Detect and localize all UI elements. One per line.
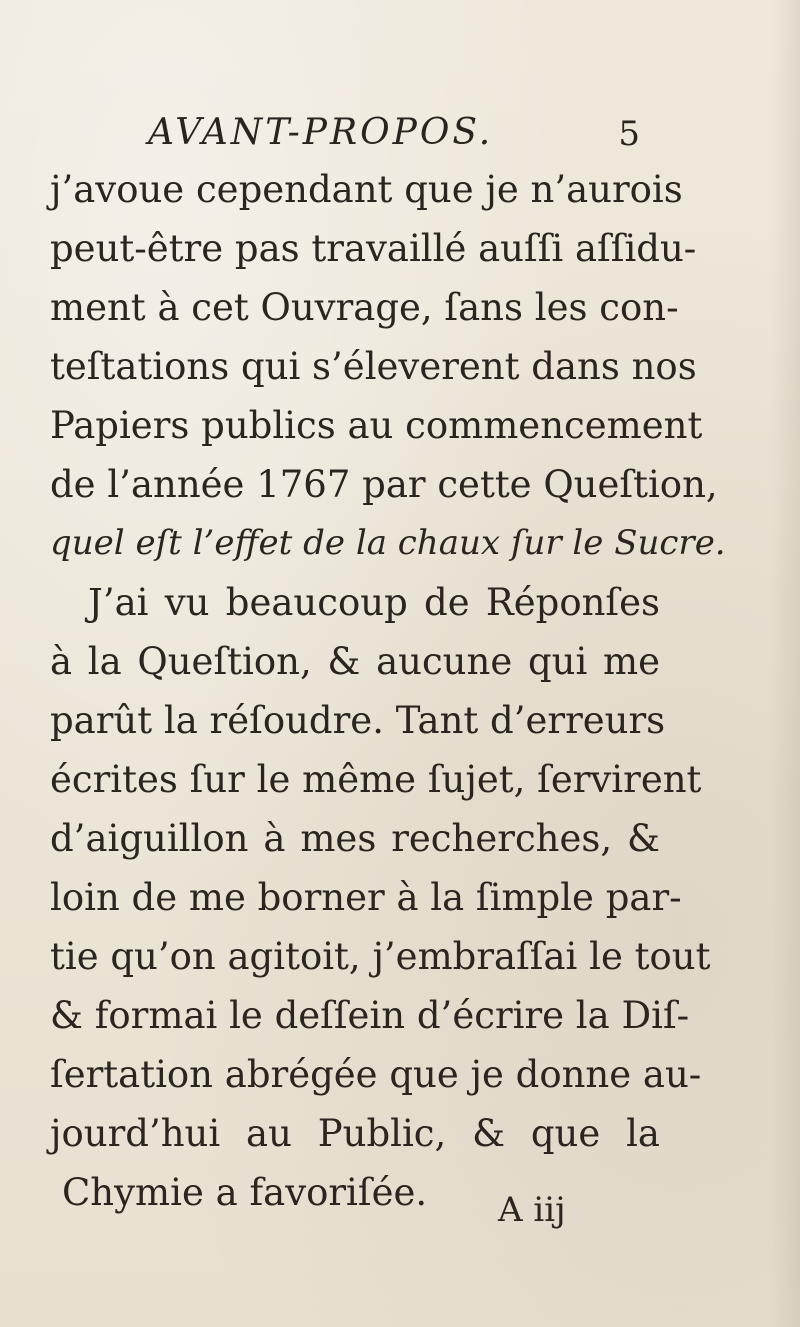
- paragraph-start-line: J’ai vu beaucoup de Réponſes: [88, 581, 660, 624]
- text-line: de l’année 1767 par cette Queſtion,: [50, 463, 718, 506]
- page-number: 5: [618, 114, 640, 154]
- paragraph-end-line: Chymie a favoriſée.: [62, 1171, 428, 1214]
- text-line: parût la réſoudre. Tant d’erreurs: [50, 699, 666, 742]
- text-line: ſertation abrégée que je donne au-: [50, 1053, 702, 1096]
- text-line: ment à cet Ouvrage, ſans les con-: [50, 286, 679, 329]
- text-line: jourd’hui au Public, & que la: [50, 1112, 660, 1155]
- text-line: écrites ſur le même ſujet, ſervirent: [50, 758, 702, 801]
- text-line: peut-être pas travaillé auſſi aſſidu-: [50, 227, 697, 270]
- text-line: & formai le deſſein d’écrire la Diſ-: [50, 994, 690, 1037]
- text-line: j’avoue cependant que je n’aurois: [50, 168, 683, 211]
- text-line: Papiers publics au commencement: [50, 404, 703, 447]
- running-head: [148, 112, 668, 162]
- signature-mark: A iij: [498, 1190, 566, 1230]
- body-text: [50, 160, 726, 1222]
- running-title: AVANT-PROPOS.: [148, 112, 494, 153]
- italic-question-line: quel eſt l’effet de la chaux ſur le Sucre.: [50, 523, 726, 563]
- page-edge-shadow: [770, 0, 800, 1327]
- text-line: loin de me borner à la ſimple par-: [50, 876, 682, 919]
- text-line: tie qu’on agitoit, j’embraſſai le tout: [50, 935, 711, 978]
- text-line: d’aiguillon à mes recherches, &: [50, 817, 660, 860]
- text-line: à la Queſtion, & aucune qui me: [50, 640, 660, 683]
- text-line: teſtations qui s’éleverent dans nos: [50, 345, 697, 388]
